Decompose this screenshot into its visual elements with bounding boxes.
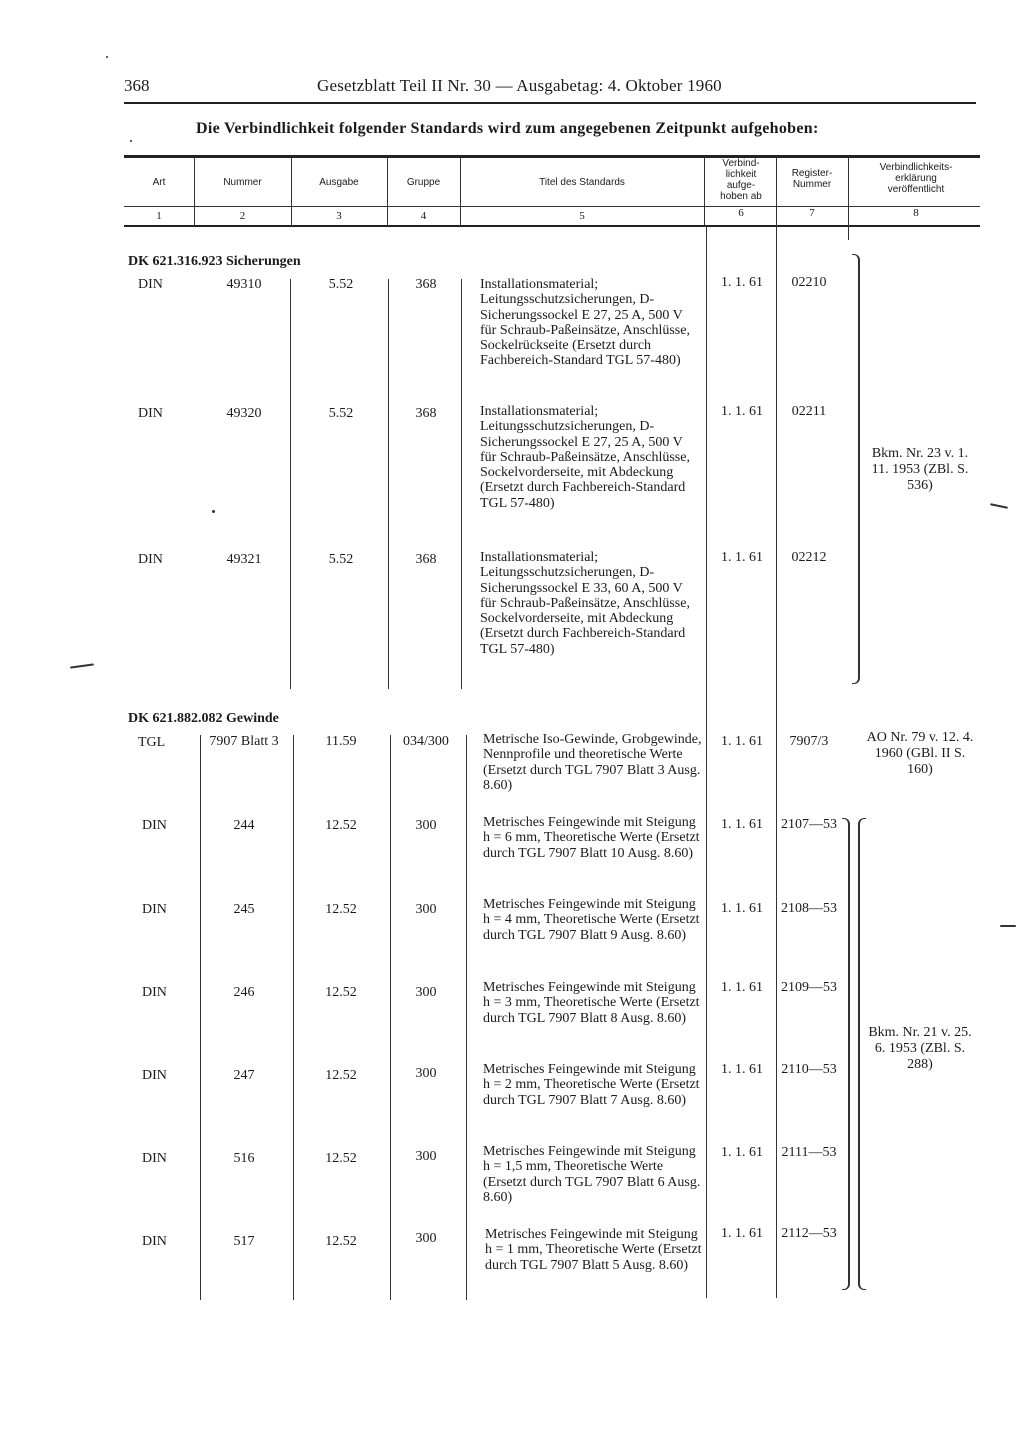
column-index: 2 [239, 210, 246, 222]
cell-register: 2108—53 [781, 901, 837, 916]
cell-aufgehoben: 1. 1. 61 [721, 901, 763, 916]
cell-register: 2110—53 [781, 1062, 837, 1077]
cell-aufgehoben: 1. 1. 61 [721, 980, 763, 995]
column-divider [293, 735, 294, 1300]
cell-nummer: 516 [233, 1151, 255, 1166]
column-index: 5 [579, 210, 585, 222]
page-header-title: Gesetzblatt Teil II Nr. 30 — Ausgabetag: 4. Oktober 1960 [317, 76, 722, 95]
cell-titel: Metrisches Feingewinde mit Steigung h = 2 mm, Theoretische Werte (Ersetzt durch TGL 7907 Blatt 7 Ausg. 8.60) [483, 1062, 700, 1108]
cell-ausgabe: 11.59 [325, 734, 357, 749]
column-index: 7 [809, 207, 815, 219]
cell-gruppe: 300 [415, 818, 437, 833]
column-divider [200, 735, 201, 1300]
cell-register: 02210 [791, 275, 827, 290]
cell-art: DIN [138, 552, 163, 567]
column-divider [390, 735, 391, 1300]
cell-ausgabe: 12.52 [325, 818, 357, 833]
column-header-register: Register- Nummer [791, 168, 833, 190]
cell-art: DIN [142, 902, 167, 917]
cell-art: TGL [138, 735, 166, 750]
cell-art: DIN [142, 985, 167, 1000]
column-index: 4 [420, 210, 427, 222]
column-divider [466, 735, 467, 1300]
cell-aufgehoben: 1. 1. 61 [721, 550, 763, 565]
cell-gruppe: 368 [415, 552, 437, 567]
section-heading: DK 621.882.082 Gewinde [128, 711, 279, 726]
group-brace [842, 818, 850, 1290]
cell-gruppe: 300 [415, 985, 437, 1000]
cell-register: 2112—53 [781, 1226, 837, 1241]
column-divider [848, 158, 849, 226]
column-index: 8 [913, 207, 919, 219]
column-header-gruppe: Gruppe [406, 177, 441, 188]
cell-titel: Installationsmaterial; Leitungsschutzsicherungen, D-Sicherungssockel E 27, 25 A, 500 V für Schraub-Paßeinsätze, Anschlüsse, Sockelrückseite (Ersetzt durch Fachbereich-Standard TGL 57-480) [480, 277, 690, 369]
cell-gruppe: 300 [415, 1231, 437, 1246]
cell-nummer: 49310 [226, 277, 262, 292]
column-divider [848, 226, 849, 240]
section-heading: DK 621.316.923 Sicherungen [128, 254, 301, 269]
cell-ausgabe: 5.52 [328, 277, 354, 292]
header-rule [124, 102, 976, 104]
intro-sentence: Die Verbindlichkeit folgender Standards wird zum angegebenen Zeitpunkt aufgehoben: [196, 120, 819, 137]
cell-register: 7907/3 [789, 734, 829, 749]
column-header-aufgehoben: Verbind- lichkeit aufge- hoben ab [720, 158, 762, 202]
cell-titel: Installationsmaterial; Leitungsschutzsicherungen, D-Sicherungssockel E 33, 60 A, 500 V für Schraub-Paßeinsätze, Anschlüsse, Sockelvorderseite, mit Abdeckung (Ersetzt durch Fachbereich-Standard TGL 57-480) [480, 550, 690, 657]
cell-register: 2111—53 [781, 1145, 837, 1160]
column-divider [704, 158, 705, 226]
cell-nummer: 244 [233, 818, 255, 833]
scan-speck [70, 663, 94, 668]
cell-aufgehoben: 1. 1. 61 [721, 1062, 763, 1077]
cell-titel: Metrisches Feingewinde mit Steigung h = 1 mm, Theoretische Werte (Ersetzt durch TGL 7907 Blatt 5 Ausg. 8.60) [485, 1227, 702, 1273]
page-number: 368 [124, 76, 150, 95]
cell-nummer: 247 [233, 1068, 255, 1083]
cell-nummer: 49321 [226, 552, 262, 567]
scan-speck [1000, 925, 1016, 927]
cell-titel: Metrisches Feingewinde mit Steigung h = 6 mm, Theoretische Werte (Ersetzt durch TGL 7907 Blatt 10 Ausg. 8.60) [483, 815, 700, 861]
column-index: 3 [336, 210, 342, 222]
cell-aufgehoben: 1. 1. 61 [721, 817, 763, 832]
cell-art: DIN [142, 818, 167, 833]
cell-titel: Metrisches Feingewinde mit Steigung h = 4 mm, Theoretische Werte (Ersetzt durch TGL 7907 Blatt 9 Ausg. 8.60) [483, 897, 700, 943]
cell-erklaerung: Bkm. Nr. 23 v. 1. 11. 1953 (ZBl. S. 536) [871, 446, 969, 493]
cell-register: 02211 [791, 404, 827, 419]
cell-ausgabe: 12.52 [325, 1151, 357, 1166]
cell-art: DIN [142, 1068, 167, 1083]
column-divider [290, 279, 291, 689]
cell-gruppe: 300 [415, 1149, 437, 1164]
cell-gruppe: 300 [415, 1066, 437, 1081]
cell-art: DIN [138, 277, 163, 292]
scan-speck [990, 503, 1008, 509]
group-brace [852, 254, 860, 684]
table-top-rule [124, 155, 980, 158]
column-header-art: Art [152, 177, 166, 188]
column-header-nummer: Nummer [223, 177, 262, 188]
cell-ausgabe: 5.52 [328, 552, 354, 567]
scan-speck [106, 56, 108, 58]
cell-nummer: 7907 Blatt 3 [209, 734, 279, 749]
table-index-rule [124, 225, 980, 227]
cell-nummer: 517 [233, 1234, 255, 1249]
cell-aufgehoben: 1. 1. 61 [721, 275, 763, 290]
cell-register: 2109—53 [781, 980, 837, 995]
cell-ausgabe: 12.52 [325, 1068, 357, 1083]
column-divider [776, 226, 777, 1298]
cell-ausgabe: 12.52 [325, 985, 357, 1000]
cell-nummer: 245 [233, 902, 255, 917]
column-divider [388, 279, 389, 689]
column-header-erklaerung: Verbindlichkeits- erklärung veröffentlicht [879, 162, 953, 195]
cell-gruppe: 368 [415, 406, 437, 421]
cell-titel: Metrisches Feingewinde mit Steigung h = 1,5 mm, Theoretische Werte (Ersetzt durch TGL 7907 Blatt 6 Ausg. 8.60) [483, 1144, 701, 1205]
cell-art: DIN [142, 1234, 167, 1249]
cell-titel: Installationsmaterial; Leitungsschutzsicherungen, D-Sicherungssockel E 27, 25 A, 500 V für Schraub-Paßeinsätze, Anschlüsse, Sockelvorderseite, mit Abdeckung (Ersetzt durch Fachbereich-Standard TGL 57-480) [480, 404, 690, 511]
cell-aufgehoben: 1. 1. 61 [721, 734, 763, 749]
cell-erklaerung: Bkm. Nr. 21 v. 25. 6. 1953 (ZBl. S. 288) [868, 1025, 972, 1072]
cell-ausgabe: 5.52 [328, 406, 354, 421]
cell-art: DIN [142, 1151, 167, 1166]
cell-aufgehoben: 1. 1. 61 [721, 1145, 763, 1160]
cell-titel: Metrische Iso-Gewinde, Grobgewinde, Nennprofile und theoretische Werte (Ersetzt durch TGL 7907 Blatt 3 Ausg. 8.60) [483, 732, 702, 793]
column-index: 6 [738, 207, 744, 219]
cell-gruppe: 300 [415, 902, 437, 917]
scan-speck [130, 140, 132, 142]
cell-register: 02212 [791, 550, 827, 565]
column-divider [461, 279, 462, 689]
cell-ausgabe: 12.52 [325, 1234, 357, 1249]
column-index: 1 [156, 210, 162, 222]
cell-art: DIN [138, 406, 163, 421]
cell-ausgabe: 12.52 [325, 902, 357, 917]
column-header-ausgabe: Ausgabe [319, 177, 359, 188]
cell-register: 2107—53 [781, 817, 837, 832]
cell-titel: Metrisches Feingewinde mit Steigung h = 3 mm, Theoretische Werte (Ersetzt durch TGL 7907 Blatt 8 Ausg. 8.60) [483, 980, 700, 1026]
column-header-titel: Titel des Standards [539, 177, 625, 188]
cell-nummer: 49320 [226, 406, 262, 421]
cell-nummer: 246 [233, 985, 255, 1000]
scan-speck [212, 510, 215, 513]
cell-gruppe: 368 [415, 277, 437, 292]
column-divider [706, 226, 707, 1298]
cell-erklaerung: AO Nr. 79 v. 12. 4. 1960 (GBl. II S. 160) [866, 730, 974, 777]
cell-aufgehoben: 1. 1. 61 [721, 404, 763, 419]
cell-aufgehoben: 1. 1. 61 [721, 1226, 763, 1241]
cell-gruppe: 034/300 [403, 734, 449, 749]
